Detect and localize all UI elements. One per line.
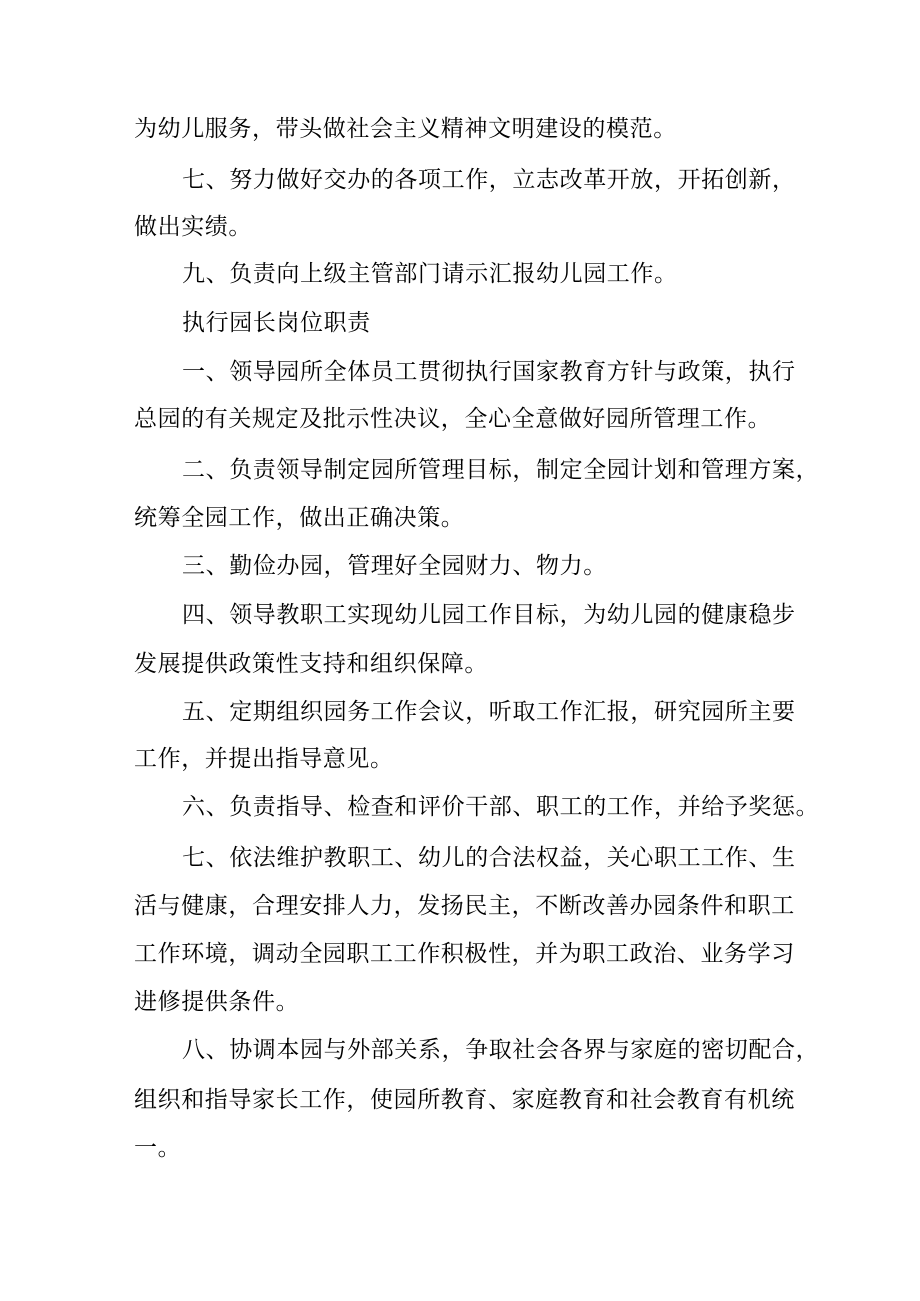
text-line: 组织和指导家长工作，使园所教育、家庭教育和社会教育有机统 [134, 1087, 795, 1113]
text-line: 活与健康，合理安排人力，发扬民主，不断改善办园条件和职工 [134, 893, 795, 919]
text-line: 统筹全园工作，做出正确决策。 [134, 505, 465, 531]
paragraph-item-7-start: 七、努力做好交办的各项工作，立志改革开放，开拓创新， [182, 167, 796, 193]
paragraph-item-7b-start: 七、依法维护教职工、幼儿的合法权益，关心职工工作、生 [182, 845, 796, 871]
paragraph-item-3: 三、勤俭办园，管理好全园财力、物力。 [182, 553, 607, 579]
text-line: 工作环境，调动全园职工工作积极性，并为职工政治、业务学习 [134, 941, 795, 967]
text-line: 发展提供政策性支持和组织保障。 [134, 651, 488, 677]
text-line: 为幼儿服务，带头做社会主义精神文明建设的模范。 [134, 116, 677, 142]
section-heading: 执行园长岗位职责 [182, 310, 371, 336]
paragraph-item-1-start: 一、领导园所全体员工贯彻执行国家教育方针与政策，执行 [182, 359, 796, 385]
text-line: 进修提供条件。 [134, 989, 300, 1015]
paragraph-item-6: 六、负责指导、检查和评价干部、职工的工作，并给予奖惩。 [182, 794, 820, 820]
paragraph-item-9: 九、负责向上级主管部门请示汇报幼儿园工作。 [182, 261, 678, 287]
paragraph-item-8-start: 八、协调本园与外部关系，争取社会各界与家庭的密切配合， [182, 1037, 820, 1063]
paragraph-item-5-start: 五、定期组织园务工作会议，听取工作汇报，研究园所主要 [182, 699, 796, 725]
paragraph-item-2-start: 二、负责领导制定园所管理目标，制定全园计划和管理方案， [182, 457, 820, 483]
text-line: 工作，并提出指导意见。 [134, 746, 394, 772]
text-line: 一。 [134, 1135, 182, 1161]
paragraph-item-4-start: 四、领导教职工实现幼儿园工作目标，为幼儿园的健康稳步 [182, 602, 796, 628]
text-line: 做出实绩。 [134, 214, 252, 240]
text-line: 总园的有关规定及批示性决议，全心全意做好园所管理工作。 [134, 406, 772, 432]
